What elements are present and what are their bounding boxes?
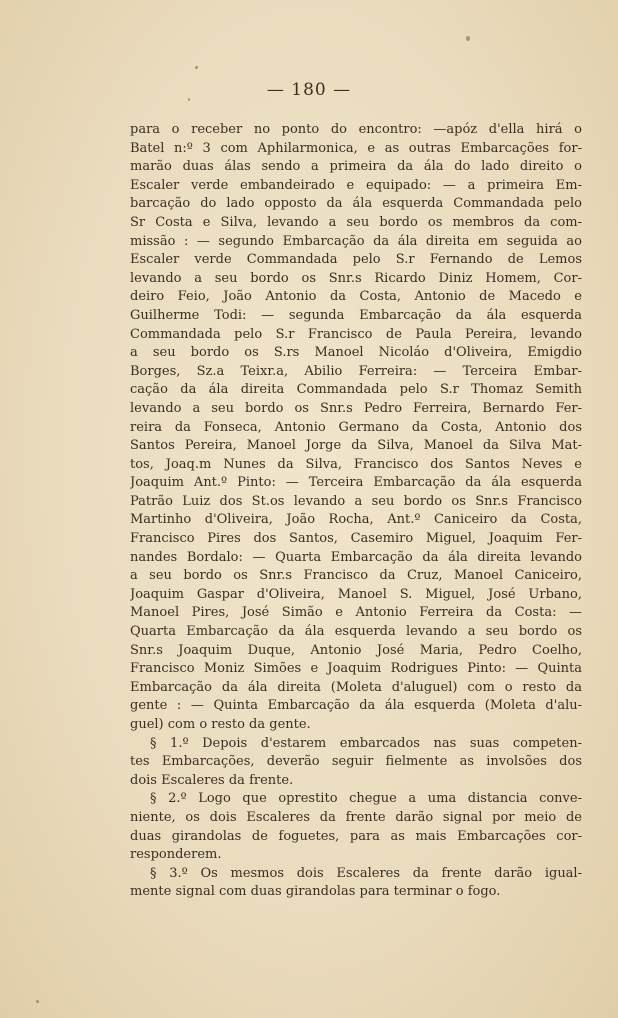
- text-line: Escaler verde Commandada pelo S.r Fernando de Lemos: [130, 252, 582, 268]
- text-line: § 2.º Logo que oprestito chegue a uma distancia conve-: [150, 791, 582, 807]
- text-line: missão : — segundo Embarcação da ála direita em seguida ao: [130, 233, 582, 249]
- text-line: deiro Feio, João Antonio da Costa, Antonio de Macedo e: [130, 289, 582, 305]
- text-line: a seu bordo os Snr.s Francisco da Cruz, Manoel Caniceiro,: [130, 568, 582, 584]
- body-text: [130, 121, 582, 902]
- text-line: barcação do lado opposto da ála esquerda Commandada pelo: [130, 196, 582, 212]
- text-line: guel) com o resto da gente.: [130, 717, 311, 732]
- paper-speck: [466, 36, 470, 41]
- text-line: Patrão Luiz dos St.os levando a seu bordo os Snr.s Francisco: [130, 493, 582, 509]
- text-line: levando a seu bordo os Snr.s Pedro Ferreira, Bernardo Fer-: [130, 400, 582, 416]
- text-line: Borges, Sz.a Teixr.a, Abilio Ferreira: — Terceira Embar-: [130, 363, 582, 379]
- text-line: Guilherme Todi: — segunda Embarcação da ála esquerda: [130, 307, 582, 323]
- text-line: Sr Costa e Silva, levando a seu bordo os membros da com-: [130, 214, 582, 230]
- text-line: Batel n:º 3 com Aphilarmonica, e as outras Embarcações for-: [130, 140, 582, 156]
- text-line: dois Escaleres da frente.: [130, 772, 294, 788]
- text-line: Escaler verde embandeirado e equipado: — a primeira Em-: [130, 177, 582, 193]
- paper-speck: [36, 1000, 39, 1003]
- page-number: — 180 —: [266, 80, 352, 100]
- text-line: § 3.º Os mesmos dois Escaleres da frente darão igual-: [150, 865, 582, 881]
- text-line: gente : — Quinta Embarcação da ála esquerda (Moleta d'alu-: [130, 698, 582, 714]
- text-line: tes Embarcações, deverão seguir fielmente as involsões dos: [130, 754, 582, 770]
- text-line: a seu bordo os S.rs Manoel Nicoláo d'Oliveira, Emigdio: [130, 345, 582, 361]
- text-line: Embarcação da ála direita (Moleta d'aluguel) com o resto da: [130, 679, 582, 695]
- text-line: Snr.s Joaquim Duque, Antonio José Maria, Pedro Coelho,: [130, 642, 582, 658]
- text-line: Joaquim Ant.º Pinto: — Terceira Embarcação da ála esquerda: [130, 475, 582, 491]
- text-line: tos, Joaq.m Nunes da Silva, Francisco dos Santos Neves e: [130, 456, 582, 472]
- text-line: marão duas álas sendo a primeira da ála do lado direito o: [130, 159, 582, 175]
- text-line: Francisco Pires dos Santos, Casemiro Miguel, Joaquim Fer-: [130, 531, 582, 547]
- text-line: reira da Fonseca, Antonio Germano da Costa, Antonio dos: [130, 419, 582, 435]
- text-line: Santos Pereira, Manoel Jorge da Silva, Manoel da Silva Mat-: [130, 438, 582, 454]
- text-line: Martinho d'Oliveira, João Rocha, Ant.º Caniceiro da Costa,: [130, 512, 582, 528]
- text-line: cação da ála direita Commandada pelo S.r Thomaz Semith: [130, 382, 582, 398]
- text-line: nandes Bordalo: — Quarta Embarcação da ála direita levando: [130, 549, 582, 565]
- text-line: para o receber no ponto do encontro: —apóz d'ella hirá o: [130, 122, 582, 137]
- text-line: Manoel Pires, José Simão e Antonio Ferreira da Costa: —: [130, 605, 582, 621]
- text-line: Joaquim Gaspar d'Oliveira, Manoel S. Miguel, José Urbano,: [130, 586, 582, 602]
- paper-speck: [195, 66, 198, 69]
- text-line: mente signal com duas girandolas para terminar o fogo.: [130, 884, 501, 900]
- text-line: Francisco Moniz Simões e Joaquim Rodrigues Pinto: — Quinta: [130, 661, 582, 677]
- text-line: niente, os dois Escaleres da frente darão signal por meio de: [130, 809, 582, 825]
- text-line: levando a seu bordo os Snr.s Ricardo Diniz Homem, Cor-: [130, 270, 582, 286]
- text-line: duas girandolas de foguetes, para as mais Embarcações cor-: [130, 828, 582, 844]
- text-line: § 1.º Depois d'estarem embarcados nas suas competen-: [150, 735, 582, 751]
- text-line: responderem.: [130, 847, 222, 863]
- text-line: Commandada pelo S.r Francisco de Paula Pereira, levando: [130, 326, 582, 342]
- text-line: Quarta Embarcação da ála esquerda levando a seu bordo os: [130, 624, 582, 640]
